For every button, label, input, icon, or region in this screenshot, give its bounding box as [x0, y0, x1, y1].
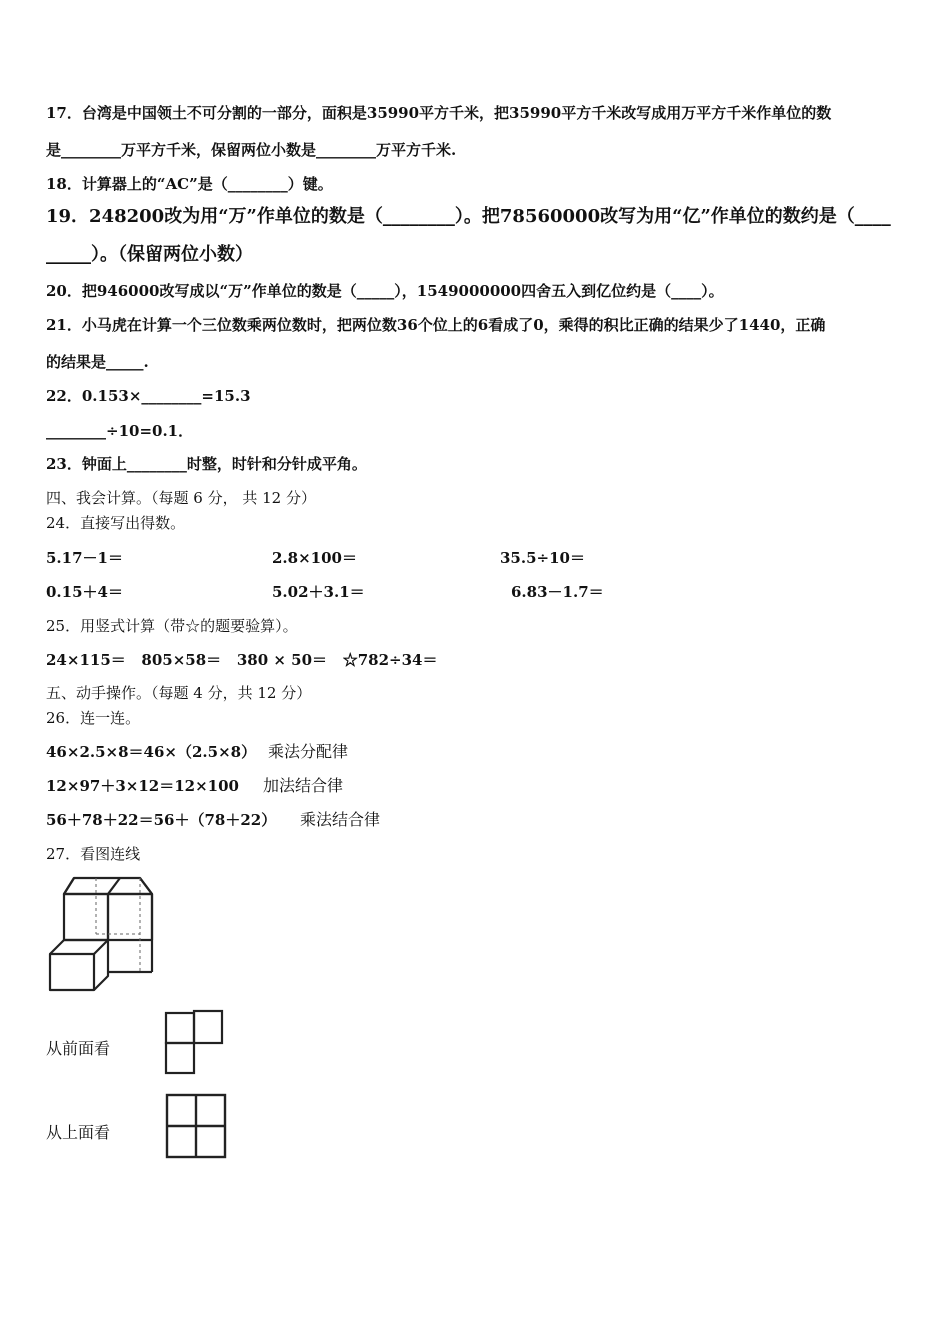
q17-line1: 17．台湾是中国领土不可分割的一部分，面积是35990平方千米，把35990平方千米改写成用万平方千米作单位的数 [46, 104, 832, 122]
q24-item: 0.15＋4＝ [46, 583, 123, 601]
q24-item: 5.17－1＝ [46, 549, 123, 567]
q26-law: 加法结合律 [263, 776, 344, 795]
front-view-figure [164, 1009, 226, 1075]
q19-line2: _____）。（保留两位小数） [46, 244, 253, 265]
q24-item: 2.8×100＝ [272, 549, 357, 567]
q23: 23．钟面上________时整，时针和分针成平角。 [46, 455, 367, 473]
top-view-label: 从上面看 [46, 1123, 111, 1142]
top-view-figure [164, 1092, 228, 1160]
q26-expression: 12×97＋3×12＝12×100 [46, 777, 239, 795]
q25: 25．用竖式计算（带☆的题要验算）。 [46, 617, 298, 635]
q24: 24．直接写出得数。 [46, 514, 186, 532]
q26-law: 乘法结合律 [300, 810, 381, 829]
q21-line2: 的结果是_____. [46, 353, 149, 371]
q17-line2: 是________万平方千米，保留两位小数是________万平方千米. [46, 141, 457, 159]
q24-item: 35.5÷10＝ [500, 549, 585, 567]
q22-line1: 22．0.153×________=15.3 [46, 387, 251, 405]
q24-item: 6.83－1.7＝ [511, 583, 604, 601]
q26: 26．连一连。 [46, 709, 141, 727]
cube-figure [44, 874, 159, 996]
q22-line2: ________÷10=0.1． [46, 422, 194, 440]
q26-expression: 56＋78＋22＝56＋（78＋22） [46, 811, 277, 829]
q25-items: 24×115＝ 805×58＝ 380 × 50＝ ☆782÷34＝ [46, 651, 438, 669]
q27: 27．看图连线 [46, 845, 141, 863]
q19-line1: 19．248200改为用“万”作单位的数是（________）。把78560000改写为用“亿”作单位的数约是（____ [46, 206, 891, 227]
q26-law: 乘法分配律 [268, 742, 349, 761]
q20: 20．把946000改写成以“万”作单位的数是（_____），1549000000四舍五入到亿位约是（____）。 [46, 282, 724, 300]
q18: 18．计算器上的“AC”是（________）键。 [46, 175, 333, 193]
section-4-heading: 四、我会计算。（每题 6 分， 共 12 分） [46, 489, 316, 507]
cube-top-face [64, 878, 152, 894]
section-5-heading: 五、动手操作。（每题 4 分，共 12 分） [46, 684, 312, 702]
q21-line1: 21．小马虎在计算一个三位数乘两位数时，把两位数36个位上的6看成了0，乘得的积比正确的结果少了1440，正确 [46, 316, 826, 334]
q24-item: 5.02＋3.1＝ [272, 583, 365, 601]
q26-expression: 46×2.5×8＝46×（2.5×8） [46, 743, 257, 761]
front-view-label: 从前面看 [46, 1039, 111, 1058]
